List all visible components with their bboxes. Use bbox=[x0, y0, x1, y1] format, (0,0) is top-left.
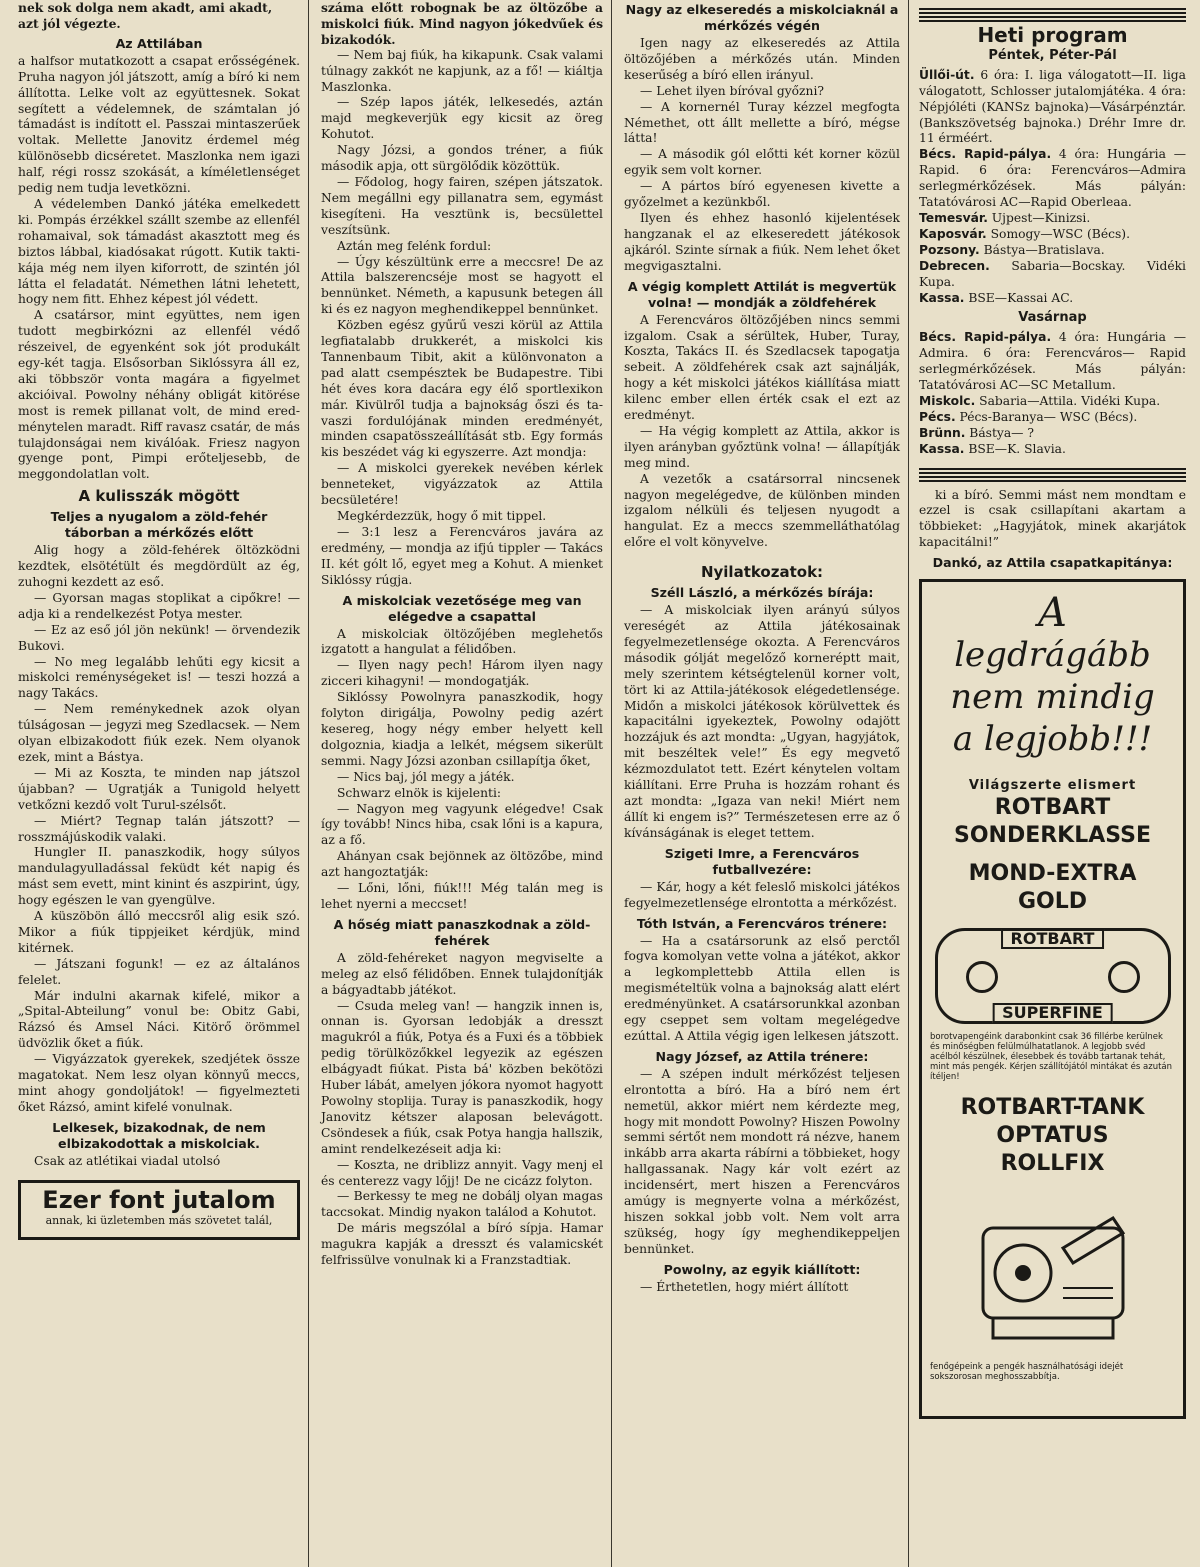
ad-slogan-line: a legjobb!!! bbox=[952, 719, 1153, 760]
ad-brand-line: ROTBART bbox=[994, 795, 1111, 821]
paragraph: Nagy Józsi, a gondos tréner, a fiúk második apja, ott sürgölődik közöttük. bbox=[321, 143, 603, 174]
lead-line-2: azt jól végezte. bbox=[18, 15, 121, 31]
ad-headline: Ezer font jutalom bbox=[42, 1185, 276, 1214]
paragraph: A Ferencváros öltözőjében nincs semmi izgalom. Csak a sérültek, Huber, Turay, Koszta, Takács II. és Szedlacsek tapogatja sebeit. A zöldfehérek csak azt sajnálják, hogy a két miskolci játékos kiállítása miatt kilenc ember ellen érték csak el ezt az eredményt. bbox=[624, 312, 900, 423]
paragraph: — Berkessy te meg ne dobálj olyan magas taccsokat. Mindig nyakon találod a Kohutot. bbox=[321, 1189, 603, 1220]
subheading-hoseg: A hőség miatt panaszkodnak a zöldfehérek bbox=[333, 916, 591, 948]
subheading-toth: Tóth István, a Ferencváros trénere: bbox=[636, 915, 888, 931]
ad-brand-line: ROTBART-TANK bbox=[960, 1095, 1145, 1121]
subheading-vezetoseg: A miskolciak vezetősége meg van elégedve a csapattal bbox=[342, 592, 582, 624]
paragraph: — Nagyon meg vagyunk elégedve! Csak így tovább! Nincs hiba, csak lőni is a kapura, az a fő. bbox=[321, 801, 603, 848]
paragraph: Megkérdezzük, hogy ő mit tippel. bbox=[337, 509, 547, 523]
ad-brand-line: ROLLFIX bbox=[1000, 1151, 1105, 1177]
paragraph: Közben egész gyűrű veszi körül az Attila legfiatalabb drukkerét, a miskolci kis Tannenbaum Tibit, akit a különvonaton a pad alatt csempésztek be Budapestre. Tibi hét éves kora dacára egy élő sportlexikon már. Kivülről tudja a bajnokság őszi és tavaszi fordulójának minden eredményét, minden csapatösszeállítását stb. Egy formás kis beszédet vág ki egyszerre. Azt mondja: bbox=[321, 318, 603, 460]
subheading-nyugalom: Teljes a nyugalom a zöld-fehér táborban a mérkőzés előtt bbox=[50, 509, 268, 541]
paragraph: — Csuda meleg van! — hangzik innen is, onnan is. Gyorsan ledobják a dresszt magukról a fiúk, Potya és a Fuxi és a többiek pedig törülközőkkel legyezik az egészen elbágyadt fiúkat. Pista bá' közben bekötözi Huber lábát, amelyen jókora nyomot hagyott Powolny stoplija. Turay is panaszkodik, hogy Janovitz kétszer alaposan belevágott. Csöndesek a fiúk, csak Potya hangja hallszik, amint rendelkezéseit adja ki: bbox=[321, 998, 603, 1156]
ad-slogan-line: legdrágább bbox=[954, 635, 1151, 676]
paragraph: — Nem baj fiúk, ha kikapunk. Csak valami túlnagy zakkót ne kapjunk, az a fő! — kiáltja Maszlonka. bbox=[321, 47, 603, 94]
ad-fine-print: borotvapengéink darabonkint csak 36 fillérbe kerülnek és minőségben felülmúlhatatlanok. A legjobb svéd acélból készülnek, élesebbek és tovább tartanak tehát, mint más pengék. Kérjen szállítójától mintákat és azután ítéljen! bbox=[930, 1032, 1173, 1083]
paragraph: A védelemben Dankó játéka emelkedett ki. Pompás érzékkel szállt szembe az ellenfél rohamaival, sok támadást akasztott meg és biztos lábbal, kiadósakat rúgott. Kutik taktikája még nem ilyen kiforrott, de szintén jól látta el feladatát. Némethen látni lehetett, hogy nem fitt. Ehhez képest jól védett. bbox=[18, 196, 300, 307]
paragraph: — 3:1 lesz a Ferencváros javára az eredmény, — mondja az ifjú tippler — Takács II. két gólt lő, egyet meg a Kohut. A mienket Siklóssy rúgja. bbox=[321, 524, 603, 587]
paragraph: Schwarz elnök is kijelenti: bbox=[337, 785, 502, 800]
paragraph: — Lehet ilyen bíróval győzni? bbox=[640, 83, 824, 98]
paragraph: a halfsor mutatkozott a csapat erősségének. Pruha nagyon jól játszott, amíg a bíró ki nem állította. Lelke volt az együttesnek. Sokat segített a védelemnek, de számtalan jó támadást is indított el. Passzai mintaszerűek voltak. Mellette Janovitz érdemel még különösebb dicséretet. Maszlonka nem igazi half, régi rossz szokását, a kíméletlenséget pedig nem tudja levetközni. bbox=[18, 53, 300, 196]
blade-label-top: ROTBART bbox=[1001, 929, 1105, 949]
program-entry: Kassa. BSE—Kassai AC. bbox=[919, 290, 1074, 305]
advertisement-ezer-font bbox=[18, 1180, 300, 1240]
program-friday bbox=[919, 68, 1186, 307]
ad-slogan-line: A bbox=[1038, 590, 1067, 637]
paragraph: — Gyorsan magas stoplikat a cipőkre! — adja ki a rendelkezést Potya mester. bbox=[18, 590, 300, 621]
heading-az-attilaban: Az Attilában bbox=[115, 35, 203, 51]
column-2 bbox=[309, 0, 612, 1567]
paragraph: A miskolciak öltözőjében meglehetős izgatott a hangulat a félidőben. bbox=[321, 626, 603, 657]
program-entry: Kaposvár. Somogy—WSC (Bécs). bbox=[919, 226, 1131, 241]
program-sunday bbox=[919, 330, 1186, 457]
program-entry: Bécs. Rapid-pálya. 4 óra: Hungária —Rapid. 6 óra: Ferencváros—Admira serlegmérkőzések. Más pályán: Tatatóvárosi AC—Rapid Oberleaa. bbox=[919, 147, 1187, 210]
razor-blade-icon bbox=[935, 928, 1171, 1024]
paragraph: Ilyen és ehhez hasonló kijelentések hangzanak el az elkeseredett játékosok ajkáról. Szinte sírnak a fiúk. Nem lehet őket megvigasztalni. bbox=[624, 210, 900, 273]
subheading-nagy: Nagy József, az Attila trénere: bbox=[655, 1048, 869, 1064]
blade-hole bbox=[966, 961, 998, 993]
program-entry: Pozsony. Bástya—Bratislava. bbox=[919, 242, 1105, 257]
blade-hole bbox=[1108, 961, 1140, 993]
ad-text: annak, ki üzletemben más szövetet talál, bbox=[45, 1213, 273, 1227]
ad-fine-print: fenőgépeink a pengék használhatósági idejét sokszorosan meghosszabbítja. bbox=[930, 1362, 1124, 1383]
paragraph: Aztán meg felénk fordul: bbox=[337, 238, 492, 253]
paragraph: Siklóssy Powolnyra panaszkodik, hogy folyton dirigálja, Powolny pedig azért kesereg, hogy négy ember helyett kell dolgoznia, kiadja a lelkét, mégsem sikerült semmi. Nagy Józsi azonban csillapítja őket, bbox=[321, 690, 603, 768]
paragraph: — A kornernél Turay kézzel megfogta Némethet, ott állt mellette a bíró, mégse látta! bbox=[624, 99, 900, 146]
sharpener-machine-icon bbox=[963, 1188, 1143, 1358]
paragraph: A küszöbön álló meccsről alig esik szó. Mikor a fiúk tippjeiket kérdjük, mind kitérnek. bbox=[18, 909, 300, 955]
day-heading-pentek: Péntek, Péter-Pál bbox=[988, 47, 1117, 63]
paragraph: De máris megszólal a bíró sípja. Hamar magukra kapják a dresszt és valamicskét felfrissülve vonulnak ki a Franzstadtiak. bbox=[321, 1221, 603, 1268]
paragraph: — Nem reménykednek azok olyan túlságosan — jegyzi meg Szedlacsek. — Nem olyan elbizakodott fiúk ezek. Nem olyanok ezek, mint a Bástya. bbox=[18, 702, 300, 764]
paragraph: Ahányan csak bejönnek az öltözőbe, mind azt hangoztatják: bbox=[321, 849, 603, 880]
subheading-powolny: Powolny, az egyik kiállított: bbox=[663, 1261, 861, 1277]
paragraph: száma előtt robognak be az öltözőbe a miskolci fiúk. Mind nagyon jókedvűek és bizakodók. bbox=[321, 0, 603, 47]
ad-brand-line: SONDERKLASSE bbox=[953, 823, 1151, 849]
column-1 bbox=[6, 0, 309, 1567]
paragraph: — A miskolci gyerekek nevében kérlek benneteket, vigyázzatok az Attila becsületére! bbox=[321, 461, 603, 508]
paragraph: — Nics baj, jól megy a játék. bbox=[337, 769, 515, 784]
subheading-lelkesek: Lelkesek, bizakodnak, de nem elbizakodottak a miskolciak. bbox=[52, 1119, 266, 1151]
subheading-szigeti: Szigeti Imre, a Ferencváros futballvezére: bbox=[664, 845, 860, 877]
program-entry: Temesvár. Ujpest—Kinizsi. bbox=[919, 210, 1091, 225]
paragraph: — Mi az Koszta, te minden nap játszol újabban? — Ugratják a Tunigold helyett vetkőzni kezdő volt Turul-szélsőt. bbox=[18, 765, 300, 812]
decorative-rule bbox=[919, 468, 1186, 482]
paragraph: Hungler II. panaszkodik, hogy súlyos mandulagyulladással feküdt két napig és mást sem evett, mint kinint és aszpirint, úgy, hogy egészen le van gyengülve. bbox=[18, 845, 300, 908]
program-entry: Bécs. Rapid-pálya. 4 óra: Hungária —Admira. 6 óra: Ferencváros— Rapid serlegmérkőzések. Más pályán: Tatatóvárosi AC—SC Metallum. bbox=[919, 330, 1187, 393]
paragraph: — Ez az eső jól jön nekünk! — örvendezik Bukovi. bbox=[18, 622, 300, 653]
paragraph: — Szép lapos játék, lelkesedés, aztán majd megkeverjük egy kicsit az öreg Kohutot. bbox=[321, 95, 603, 142]
paragraph: — A második gól előtti két korner közül egyik sem volt korner. bbox=[624, 147, 900, 178]
ad-slogan-line: nem mindig bbox=[950, 677, 1155, 718]
paragraph: — Vigyázzatok gyerekek, szedjétek össze magatokat. Nem lesz olyan könnyű meccs, mint ahogy gondoljátok! — figyelmezteti őket Rázsó, amint kifelé vonulnak. bbox=[18, 1052, 300, 1114]
paragraph: Igen nagy az elkeseredés az Attila öltözőjében a mérkőzés után. Minden keserűség a bíró ellen irányul. bbox=[624, 36, 900, 82]
paragraph: Csak az atlétikai viadal utolsó bbox=[34, 1153, 221, 1168]
paragraph: — Ha a csatársorunk az első perctől fogva komolyan vette volna a játékot, akkor a legkomplettebb Attila ellen is megismételtük volna a bajnokság alatt elért eredményünket. A csatársorunkkal azonban egy cseppet sem voltam megelégedve ezúttal. A Attila végig igen lelkesen játszott. bbox=[624, 933, 900, 1043]
heading-kulisszak: A kulisszák mögött bbox=[78, 487, 240, 506]
paragraph: — Játszani fogunk! — ez az általános felelet. bbox=[18, 956, 300, 987]
decorative-rule bbox=[919, 8, 1186, 22]
paragraph: — Lőni, lőni, fiúk!!! Még talán meg is lehet nyerni a meccset! bbox=[321, 881, 603, 911]
advertisement-rotbart bbox=[919, 579, 1186, 1419]
subheading-elkeseredes: Nagy az elkeseredés a miskolciaknál a mérkőzés végén bbox=[625, 2, 899, 33]
paragraph: Már indulni akarnak kifelé, mikor a „Spital-Abteilung” vonul be: Obitz Gabi, Rázsó és Amsel Náci. Kitörő örömmel üdvözlik őket a fiúk. bbox=[18, 988, 300, 1051]
paragraph: — A pártos bíró egyenesen kivette a győzelmet a kezünkből. bbox=[624, 179, 900, 210]
paragraph: A vezetők a csatársorral nincsenek nagyon megelégedve, de különben minden izgalom nélküli és teljesen nyugodt a hangulat. Ez a meccs szemmelláthatólag előre el volt könyvelve. bbox=[624, 471, 900, 550]
program-entry: Kassa. BSE—K. Slavia. bbox=[919, 441, 1066, 456]
program-entry: Debrecen. Sabaria—Bocskay. Vidéki Kupa. bbox=[919, 258, 1186, 289]
paragraph: — Érthetetlen, hogy miért állított bbox=[640, 1279, 849, 1294]
paragraph: — Úgy készültünk erre a meccsre! De az Attila balszerencséje most se hagyott el bennünket. Németh, a kapusunk betegen áll ki és ez nagyon meghendikeppel bennünket. bbox=[321, 254, 603, 317]
paragraph: Alig hogy a zöld-fehérek öltözködni kezdtek, elsötétült és megdördült az ég, zuhogni kezdett az eső. bbox=[18, 543, 300, 589]
ad-brand-line: OPTATUS bbox=[996, 1123, 1109, 1149]
paragraph: — A miskolciak ilyen arányú súlyos vereségét az Attila játékosainak fegyelmezetlensége okozta. A Ferencváros második gólját megelőző korneréptt mait, mely szerintem kétségtelenül korner volt, tört ki az Attila-játékosok elégedetlensége. Midőn a miskolci játékosok körülvettek és kapacitálni igyekeztek, Powolny odajött hozzájuk és azt mondta: „Ugyan, hagyjátok, mit beszéltek vele!” És egy megvető kézmozdulatot tett. Ezért kénytelen voltam kiállítani. Erre Pruha is hozzám rohant és azt mondta: „Igaza van neki! Miért nem állít ki engem is?” Természetesen erre az ő kívánságának is eleget tettem. bbox=[624, 603, 900, 840]
paragraph: — No meg legalább lehűti egy kicsit a miskolci reménységeket is! — teszi hozzá a nagy Takács. bbox=[18, 654, 300, 701]
heading-nyilatkozatok: Nyilatkozatok: bbox=[700, 563, 824, 582]
column-3 bbox=[612, 0, 909, 1567]
subheading-szell: Széll László, a mérkőzés bírája: bbox=[650, 585, 874, 601]
heti-program-title: Heti program bbox=[977, 23, 1128, 47]
program-entry: Brünn. Bástya— ? bbox=[919, 425, 1034, 440]
paragraph: A csatársor, mint együttes, nem igen tudott megbirkózni az ellenfél védő részeivel, de egyenként sok jót produkált egy-két tagja. Elsősorban Siklóssyra áll ez, aki többször vonta magára a figyelmet akcióival. Powolny néhány obligát kitörése most is remek pillanat volt, de mind eredménytelen maradt. Riff ravasz csatár, de más tulajdonságai nem kiválóak. Friesz nagyon gyenge pont, Pimpi erőteljesebb, de meggondolatlan volt. bbox=[18, 308, 300, 482]
paragraph: — Miért? Tegnap talán játszott? — rosszmájúskodik valaki. bbox=[18, 813, 300, 844]
paragraph: — Fődolog, hogy fairen, szépen játszatok. Nem megállni egy pillanatra sem, egymást kisegíteni. Ha vesztünk is, becsülettel veszítsünk. bbox=[321, 174, 603, 237]
blade-label-bottom: SUPERFINE bbox=[992, 1003, 1113, 1023]
paragraph: A zöld-fehéreket nagyon megviselte a meleg az első félidőben. Ennek tulajdonítják a bágyadtabb játékot. bbox=[321, 950, 603, 997]
ad-brand-line: MOND-EXTRA bbox=[968, 861, 1137, 887]
paragraph: — A szépen indult mérkőzést teljesen elrontotta a bíró. Ha a bíró nem ért nemetül, akkor miért nem kérdezte meg, hogy mit mondott Powolny? Hiszen Powolny semmi sértőt nem mondott rá nézve, hanem inkább arra akarta rábírni a többieket, hogy hallgassanak. Nagy kár volt ezért az incidensért, mert hiszen a Ferencváros amúgy is megnyerte volna a mérkőzést, hiszen sokkal jobb volt. Nem volt arra szükség, hogy így meghendikeppeljen bennünket. bbox=[624, 1066, 900, 1256]
paragraph: — Ilyen nagy pech! Három ilyen nagy zicceri kihagyni! — mondogatják. bbox=[321, 658, 603, 689]
ad-brand-line: GOLD bbox=[1017, 889, 1088, 915]
subheading-komplett: A végig komplett Attilát is megvertük volna! — mondják a zöldfehérek bbox=[627, 278, 897, 310]
paragraph: — Kár, hogy a két feleslő miskolci játékos fegyelmezetlensége elrontotta a mérkőzést. bbox=[624, 879, 900, 910]
paragraph: ki a bíró. Semmi mást nem mondtam e ezzel is csak csillapítani akartam a többieket: „Hagyjátok, minek akarjátok kapacitálni!” bbox=[919, 487, 1186, 550]
ad-world-text: Világszerte elismert bbox=[968, 778, 1137, 794]
lead-line-1: nek sok dolga nem akadt, ami akadt, bbox=[18, 0, 273, 15]
program-entry: Pécs. Pécs-Baranya— WSC (Bécs). bbox=[919, 409, 1138, 424]
paragraph: — Ha végig komplett az Attila, akkor is ilyen arányban győztünk volna! — állapítják meg mind. bbox=[624, 423, 900, 470]
column-4 bbox=[909, 0, 1194, 1567]
paragraph: — Koszta, ne driblizz annyit. Vagy menj el és centerezz vagy lőjj! De ne cicázz folyton. bbox=[321, 1157, 603, 1188]
subheading-danko: Dankó, az Attila csapatkapitánya: bbox=[932, 555, 1173, 571]
program-entry: Üllői-út. 6 óra: I. liga válogatott—II. liga válogatott, Schlosser jutalomjátéka. 4 óra: Népjóléti (KANSz bajnoka)—Vásárpénztár. (Bankszövetség bajnoka.) Dréhr Imre dr. 11 érméért. bbox=[919, 67, 1186, 146]
day-heading-vasarnap: Vasárnap bbox=[1018, 310, 1087, 326]
program-entry: Miskolc. Sabaria—Attila. Vidéki Kupa. bbox=[919, 393, 1161, 408]
